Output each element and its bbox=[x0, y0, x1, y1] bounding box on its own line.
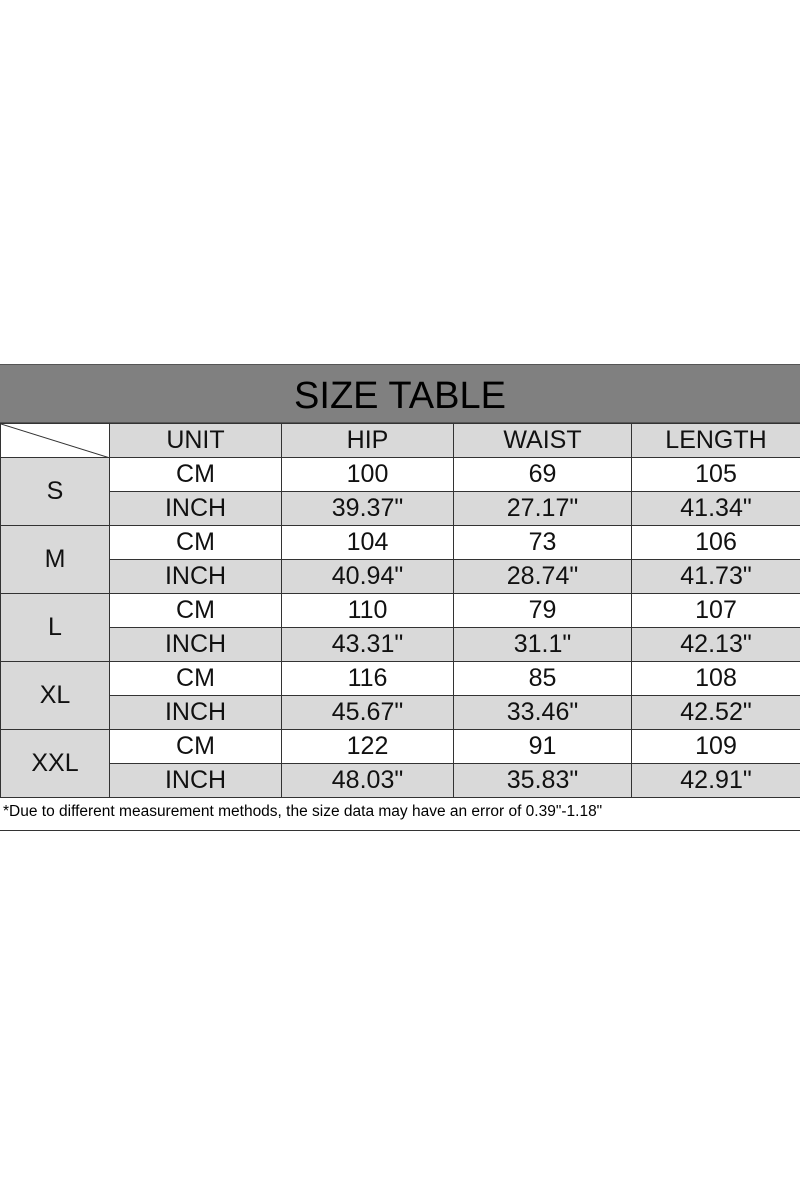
unit-cell: INCH bbox=[110, 764, 282, 798]
size-table bbox=[0, 423, 800, 798]
unit-cell: CM bbox=[110, 662, 282, 696]
value-cell: 109 bbox=[632, 730, 800, 764]
header-hip: HIP bbox=[282, 424, 454, 458]
unit-cell: CM bbox=[110, 594, 282, 628]
table-row bbox=[1, 696, 800, 730]
size-label: XXL bbox=[1, 730, 110, 798]
unit-cell: INCH bbox=[110, 628, 282, 662]
value-cell: 42.52" bbox=[632, 696, 800, 730]
value-cell: 122 bbox=[282, 730, 454, 764]
unit-cell: INCH bbox=[110, 492, 282, 526]
table-row bbox=[1, 764, 800, 798]
value-cell: 45.67" bbox=[282, 696, 454, 730]
value-cell: 39.37" bbox=[282, 492, 454, 526]
unit-cell: INCH bbox=[110, 696, 282, 730]
value-cell: 105 bbox=[632, 458, 800, 492]
header-waist: WAIST bbox=[454, 424, 632, 458]
corner-cell bbox=[1, 424, 110, 458]
value-cell: 31.1" bbox=[454, 628, 632, 662]
measurement-note: *Due to different measurement methods, the size data may have an error of 0.39"-1.18" bbox=[0, 798, 800, 831]
value-cell: 42.13" bbox=[632, 628, 800, 662]
table-row bbox=[1, 628, 800, 662]
value-cell: 69 bbox=[454, 458, 632, 492]
table-row bbox=[1, 526, 800, 560]
size-label: L bbox=[1, 594, 110, 662]
value-cell: 110 bbox=[282, 594, 454, 628]
table-row bbox=[1, 662, 800, 696]
value-cell: 79 bbox=[454, 594, 632, 628]
table-title: SIZE TABLE bbox=[0, 364, 800, 423]
value-cell: 85 bbox=[454, 662, 632, 696]
value-cell: 104 bbox=[282, 526, 454, 560]
value-cell: 35.83" bbox=[454, 764, 632, 798]
unit-cell: CM bbox=[110, 526, 282, 560]
header-row bbox=[1, 424, 800, 458]
value-cell: 48.03" bbox=[282, 764, 454, 798]
size-label: S bbox=[1, 458, 110, 526]
value-cell: 41.73" bbox=[632, 560, 800, 594]
value-cell: 106 bbox=[632, 526, 800, 560]
unit-cell: INCH bbox=[110, 560, 282, 594]
table-row bbox=[1, 492, 800, 526]
table-row bbox=[1, 560, 800, 594]
unit-cell: CM bbox=[110, 730, 282, 764]
value-cell: 91 bbox=[454, 730, 632, 764]
value-cell: 43.31" bbox=[282, 628, 454, 662]
value-cell: 108 bbox=[632, 662, 800, 696]
unit-cell: CM bbox=[110, 458, 282, 492]
table-row bbox=[1, 458, 800, 492]
value-cell: 100 bbox=[282, 458, 454, 492]
table-row bbox=[1, 594, 800, 628]
size-label: XL bbox=[1, 662, 110, 730]
value-cell: 33.46" bbox=[454, 696, 632, 730]
diagonal-divider bbox=[1, 424, 110, 458]
value-cell: 116 bbox=[282, 662, 454, 696]
header-unit: UNIT bbox=[110, 424, 282, 458]
value-cell: 42.91" bbox=[632, 764, 800, 798]
size-chart bbox=[0, 364, 800, 831]
size-label: M bbox=[1, 526, 110, 594]
header-length: LENGTH bbox=[632, 424, 800, 458]
value-cell: 40.94" bbox=[282, 560, 454, 594]
value-cell: 27.17" bbox=[454, 492, 632, 526]
value-cell: 73 bbox=[454, 526, 632, 560]
value-cell: 107 bbox=[632, 594, 800, 628]
value-cell: 41.34" bbox=[632, 492, 800, 526]
table-row bbox=[1, 730, 800, 764]
value-cell: 28.74" bbox=[454, 560, 632, 594]
